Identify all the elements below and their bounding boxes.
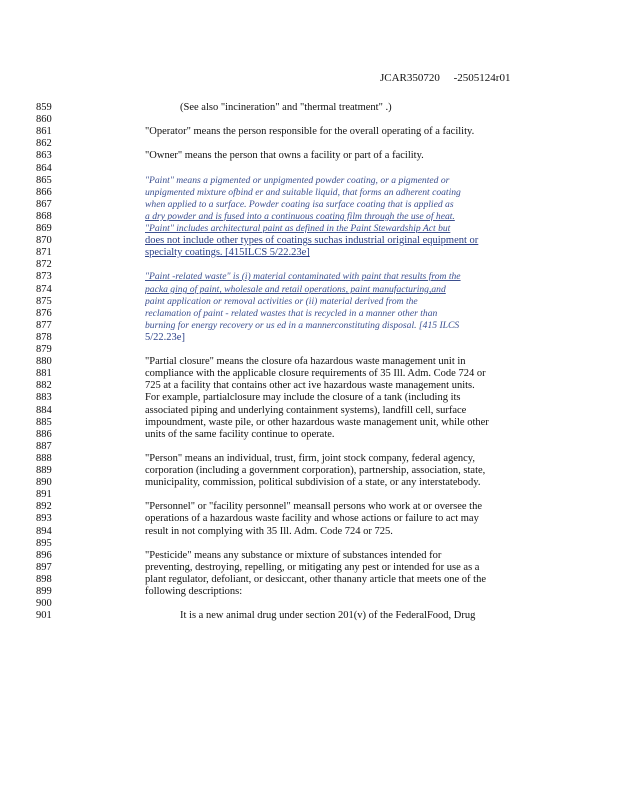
line-number: 868 — [36, 211, 52, 222]
line-number: 877 — [36, 320, 52, 331]
line-number: 867 — [36, 199, 52, 210]
line-number: 866 — [36, 187, 52, 198]
line-text: does not include other types of coatings suchas industrial original equipment or — [145, 235, 479, 246]
line-text: a dry powder and is fused into a continuous coating film through the use of heat. — [145, 211, 455, 222]
line-number: 895 — [36, 538, 52, 549]
line-number: 894 — [36, 526, 52, 537]
line-number: 884 — [36, 405, 52, 416]
line-number: 891 — [36, 489, 52, 500]
line-number: 885 — [36, 417, 52, 428]
line-number: 863 — [36, 150, 52, 161]
line-number: 864 — [36, 163, 52, 174]
line-text: "Partial closure" means the closure ofa hazardous waste management unit in — [145, 356, 466, 367]
line-number: 887 — [36, 441, 52, 452]
line-text: corporation (including a government corporation), partnership, association, state, — [145, 465, 486, 476]
line-text: paint application or removal activities or (ii) material derived from the — [145, 296, 418, 307]
line-number: 881 — [36, 368, 52, 379]
line-number: 859 — [36, 102, 52, 113]
line-text: packa ging of paint, wholesale and retail operations, paint manufacturing,and — [145, 284, 446, 295]
line-text: compliance with the applicable closure requirements of 35 Ill. Adm. Code 724 or — [145, 368, 486, 379]
line-text: preventing, destroying, repelling, or mitigating any pest or intended for use as a — [145, 562, 480, 573]
line-text: burning for energy recovery or us ed in a mannerconstituting disposal. [415 ILCS — [145, 320, 460, 331]
line-number: 880 — [36, 356, 52, 367]
line-text: when applied to a surface. Powder coating isa surface coating that is applied as — [145, 199, 454, 210]
line-number: 876 — [36, 308, 52, 319]
line-number: 892 — [36, 501, 52, 512]
line-text: impoundment, waste pile, or other hazardous waste management unit, while other — [145, 417, 489, 428]
line-text: plant regulator, defoliant, or desiccant, other thanany article that meets one of the — [145, 574, 486, 585]
line-text: 725 at a facility that contains other act ive hazardous waste management units. — [145, 380, 475, 391]
line-text: "Personnel" or "facility personnel" meansall persons who work at or oversee the — [145, 501, 483, 512]
line-text: result in not complying with 35 Ill. Adm. Code 724 or 725. — [145, 526, 393, 537]
line-text: "Paint" includes architectural paint as defined in the Paint Stewardship Act but — [145, 223, 451, 234]
line-text: (See also "incineration" and "thermal treatment" .) — [180, 102, 392, 113]
line-number: 878 — [36, 332, 52, 343]
line-text: 5/22.23e] — [145, 332, 185, 343]
line-number: 862 — [36, 138, 52, 149]
line-text: following descriptions: — [145, 586, 243, 597]
line-number: 890 — [36, 477, 52, 488]
document-code-header: JCAR350720 -2505124r01 — [380, 72, 511, 84]
line-number: 896 — [36, 550, 52, 561]
line-number: 882 — [36, 380, 52, 391]
line-text: associated piping and underlying containment systems), landfill cell, surface — [145, 405, 467, 416]
line-number: 860 — [36, 114, 52, 125]
line-number: 879 — [36, 344, 52, 355]
line-number: 901 — [36, 610, 52, 621]
line-number: 874 — [36, 284, 52, 295]
line-number: 888 — [36, 453, 52, 464]
line-number: 889 — [36, 465, 52, 476]
line-number: 898 — [36, 574, 52, 585]
line-number: 861 — [36, 126, 52, 137]
line-number: 875 — [36, 296, 52, 307]
line-number: 865 — [36, 175, 52, 186]
line-number: 872 — [36, 259, 52, 270]
line-text: "Paint" means a pigmented or unpigmented powder coating, or a pigmented or — [145, 175, 450, 186]
line-number: 886 — [36, 429, 52, 440]
line-number: 897 — [36, 562, 52, 573]
line-text: specialty coatings. [415ILCS 5/22.23e] — [145, 247, 310, 258]
line-text: "Pesticide" means any substance or mixture of substances intended for — [145, 550, 442, 561]
line-number: 870 — [36, 235, 52, 246]
line-text: "Operator" means the person responsible for the overall operating of a facility. — [145, 126, 475, 137]
line-text: "Paint -related waste" is (i) material contaminated with paint that results from the — [145, 271, 461, 282]
line-text: operations of a hazardous waste facility and whose actions or failure to act may — [145, 513, 479, 524]
line-number: 883 — [36, 392, 52, 403]
line-text: reclamation of paint - related wastes that is recycled in a manner other than — [145, 308, 438, 319]
line-text: It is a new animal drug under section 201(v) of the FederalFood, Drug — [180, 610, 476, 621]
line-number: 893 — [36, 513, 52, 524]
line-number: 871 — [36, 247, 52, 258]
line-text: For example, partialclosure may include the closure of a tank (including its — [145, 392, 461, 403]
line-number: 869 — [36, 223, 52, 234]
line-text: "Person" means an individual, trust, firm, joint stock company, federal agency, — [145, 453, 476, 464]
line-number: 899 — [36, 586, 52, 597]
line-number: 873 — [36, 271, 52, 282]
line-text: municipality, commission, political subdivision of a state, or any interstatebody. — [145, 477, 481, 488]
line-text: unpigmented mixture ofbind er and suitable liquid, that forms an adherent coating — [145, 187, 461, 198]
line-text: "Owner" means the person that owns a facility or part of a facility. — [145, 150, 424, 161]
line-number: 900 — [36, 598, 52, 609]
line-text: units of the same facility continue to operate. — [145, 429, 335, 440]
